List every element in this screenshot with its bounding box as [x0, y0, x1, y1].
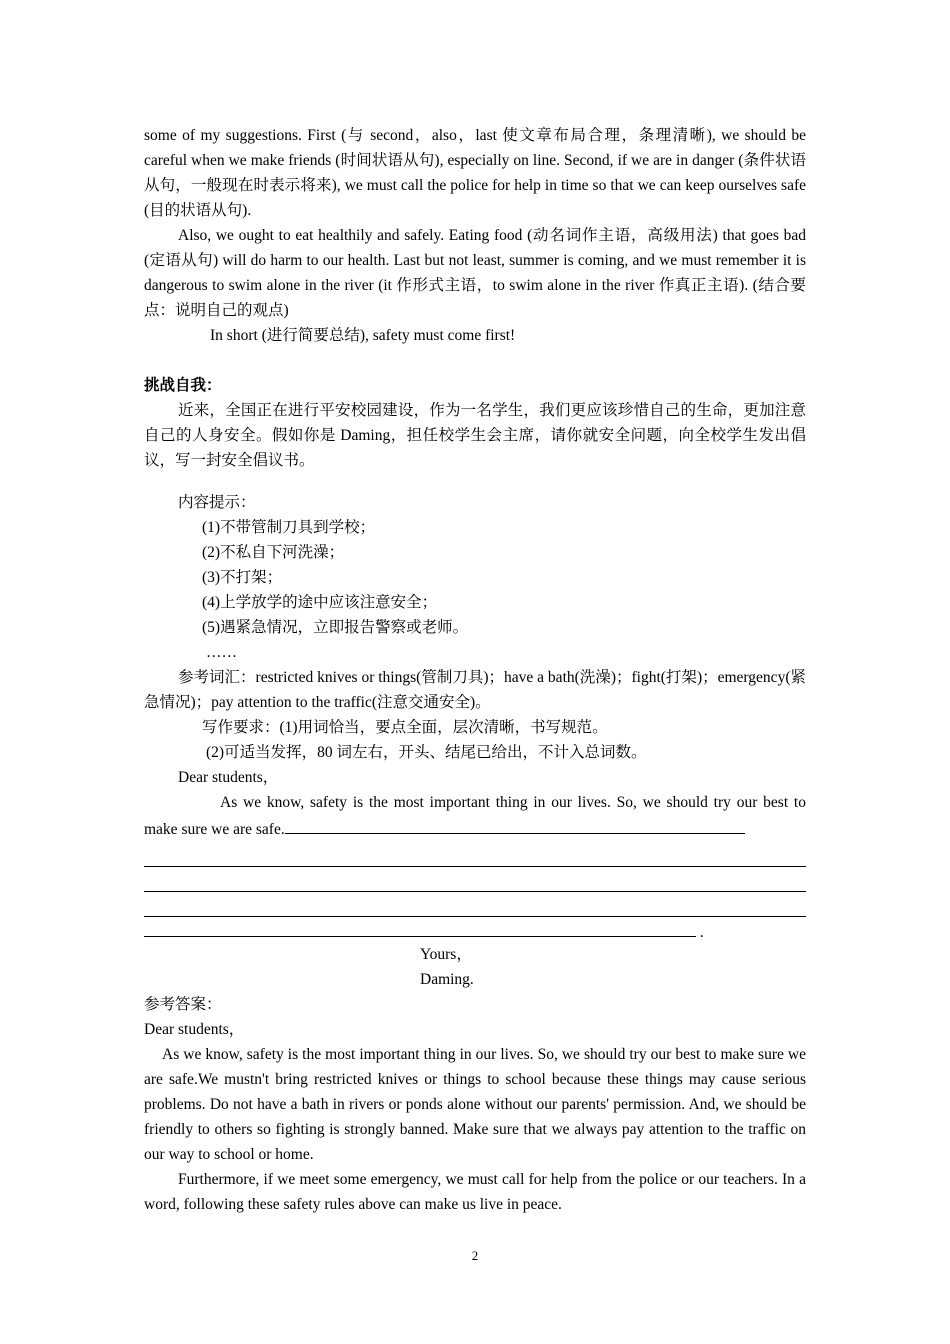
hints-label: 内容提示： — [178, 494, 256, 511]
task-intro: 近来，全国正在进行平安校园建设，作为一名学生，我们更应该珍惜自己的生命，更加注意自己的人身安全。假如你是 Daming，担任校学生会主席，请你就安全问题，向全校学生发出倡议，写一封安全倡议书。 — [144, 402, 806, 469]
hint-item: (3)不打架； — [202, 569, 283, 586]
last-blank-row — [144, 917, 806, 942]
answer-label: 参考答案： — [144, 996, 222, 1013]
writing-requirement-1: 写作要求：(1)用词恰当，要点全面，层次清晰，书写规范。 — [202, 719, 608, 736]
page-number: 2 — [471, 1248, 479, 1263]
answer-blank-line[interactable] — [285, 815, 745, 834]
hint-item: (1)不带管制刀具到学校； — [202, 519, 376, 536]
answer-salutation: Dear students， — [144, 1021, 245, 1038]
letter-opening — [144, 790, 806, 842]
letter-closing: Yours， — [420, 946, 472, 963]
hint-ellipsis: …… — [206, 644, 237, 661]
spacer — [144, 473, 806, 490]
page-content — [144, 123, 806, 1217]
vocabulary: 参考词汇：restricted knives or things(管制刀具)；have a bath(洗澡)；fight(打架)；emergency(紧急情况)；pay attention to the traffic(注意交通安全)。 — [144, 669, 806, 711]
letter-signature: Daming. — [420, 971, 474, 988]
section-heading: 挑战自我： — [144, 377, 222, 394]
answer-blank-line[interactable] — [144, 917, 696, 937]
answer-paragraph-2: Furthermore, if we meet some emergency, we must call for help from the police or our teachers. In a word, following these safety rules above can make us live in peace. — [144, 1171, 806, 1213]
writing-requirement-2: (2)可适当发挥，80 词左右，开头、结尾已给出，不计入总词数。 — [206, 744, 647, 761]
hint-item: (5)遇紧急情况，立即报告警察或老师。 — [202, 619, 469, 636]
essay-paragraph-1: some of my suggestions. First (与 second，also，last 使文章布局合理，条理清晰), we should be careful when we make friends (时间状语从句), especially on line. Second, if we are in danger (条件状语从句，一般现在时表示将来), we must call the police for help in time so that we can keep ourselves safe (目的状语从句). — [144, 127, 806, 219]
hint-item: (2)不私自下河洗澡； — [202, 544, 345, 561]
essay-paragraph-2: Also, we ought to eat healthily and safely. Eating food (动名词作主语，高级用法) that goes bad (定语从句) will do harm to our health. Last but not least, summer is coming, and we must remember it is dangerous to swim alone in the river (it 作形式主语，to swim alone in the river 作真正主语). (结合要点：说明自己的观点) — [144, 227, 806, 319]
hint-item: (4)上学放学的途中应该注意安全； — [202, 594, 438, 611]
answer-paragraph-1: As we know, safety is the most important thing in our lives. So, we should try our best to make sure we are safe.We mustn't bring restricted knives or things to school because these things may cause serious problems. Do not have a bath in rivers or ponds alone without our parents' permission. And, we should be friendly to others so fighting is strongly banned. Make sure that we always pay attention to the traffic on our way to school or home. — [144, 1046, 806, 1163]
answer-blank-line[interactable] — [144, 892, 806, 917]
letter-salutation: Dear students， — [178, 769, 279, 786]
answer-blank-line[interactable] — [144, 842, 806, 867]
essay-paragraph-3: In short (进行简要总结), safety must come first! — [210, 327, 516, 344]
letter-opening-text: As we know, safety is the most important thing in our lives. So, we should try our best to make sure we are safe. — [144, 794, 806, 838]
blank-end-period: . — [699, 924, 704, 941]
answer-blank-line[interactable] — [144, 867, 806, 892]
